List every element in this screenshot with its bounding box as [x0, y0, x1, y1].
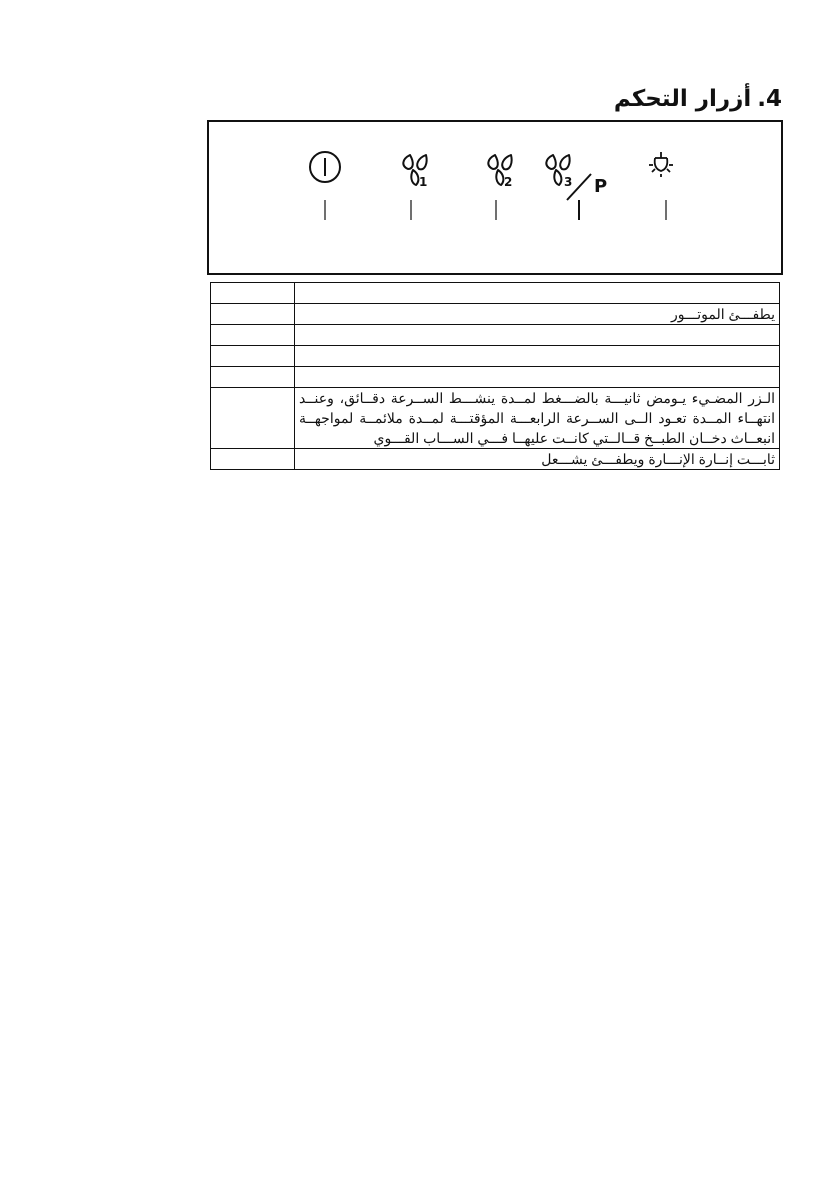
row-description [295, 388, 780, 449]
section-number: 4. [757, 86, 782, 112]
control-panel-svg [209, 122, 781, 273]
table-row [211, 449, 780, 470]
row-description [295, 346, 780, 367]
table-row [211, 304, 780, 325]
row-key [211, 283, 295, 304]
row-description: يطفـــئ الموتـــور [295, 304, 780, 325]
table-row [211, 283, 780, 304]
boost-label: P [594, 176, 608, 197]
row-key [211, 449, 295, 470]
table-row [211, 346, 780, 367]
control-panel-diagram [207, 120, 783, 275]
fan-speed-2-label: 2 [504, 175, 513, 189]
fan-speed-3-label: 3 [564, 175, 573, 189]
table-row [211, 367, 780, 388]
row-description: ثابـــت إنــارة الإنـــارة ويطفـــئ يشـــعل [295, 449, 780, 470]
table-row [211, 325, 780, 346]
fan-speed-1-label: 1 [419, 175, 428, 189]
row-key [211, 304, 295, 325]
section-title: أزرار التحكم [613, 86, 752, 112]
row-description [295, 367, 780, 388]
row-key [211, 325, 295, 346]
row-description [295, 283, 780, 304]
row-description [295, 325, 780, 346]
light-icon [649, 152, 673, 177]
row-key [211, 346, 295, 367]
boost-description: الـزر المضـيء يـومض ثانيـــة بالضـــغط لمــدة ينشـــط الســرعة دقــائق، وعنــد انتهــاء المــدة تعـود الــى الســرعة الرابعـــة المؤقتـــة لمــدة ملائمــة لمواجهــة انبعــاث دخــان الطبــخ قــالــتي كانــت عليهــا فـــي الســـاب القـــوي [299, 390, 775, 446]
section-heading [560, 82, 782, 116]
row-key [211, 367, 295, 388]
table-row [211, 388, 780, 449]
controls-table [210, 282, 780, 470]
power-icon [310, 152, 340, 182]
row-key [211, 388, 295, 449]
